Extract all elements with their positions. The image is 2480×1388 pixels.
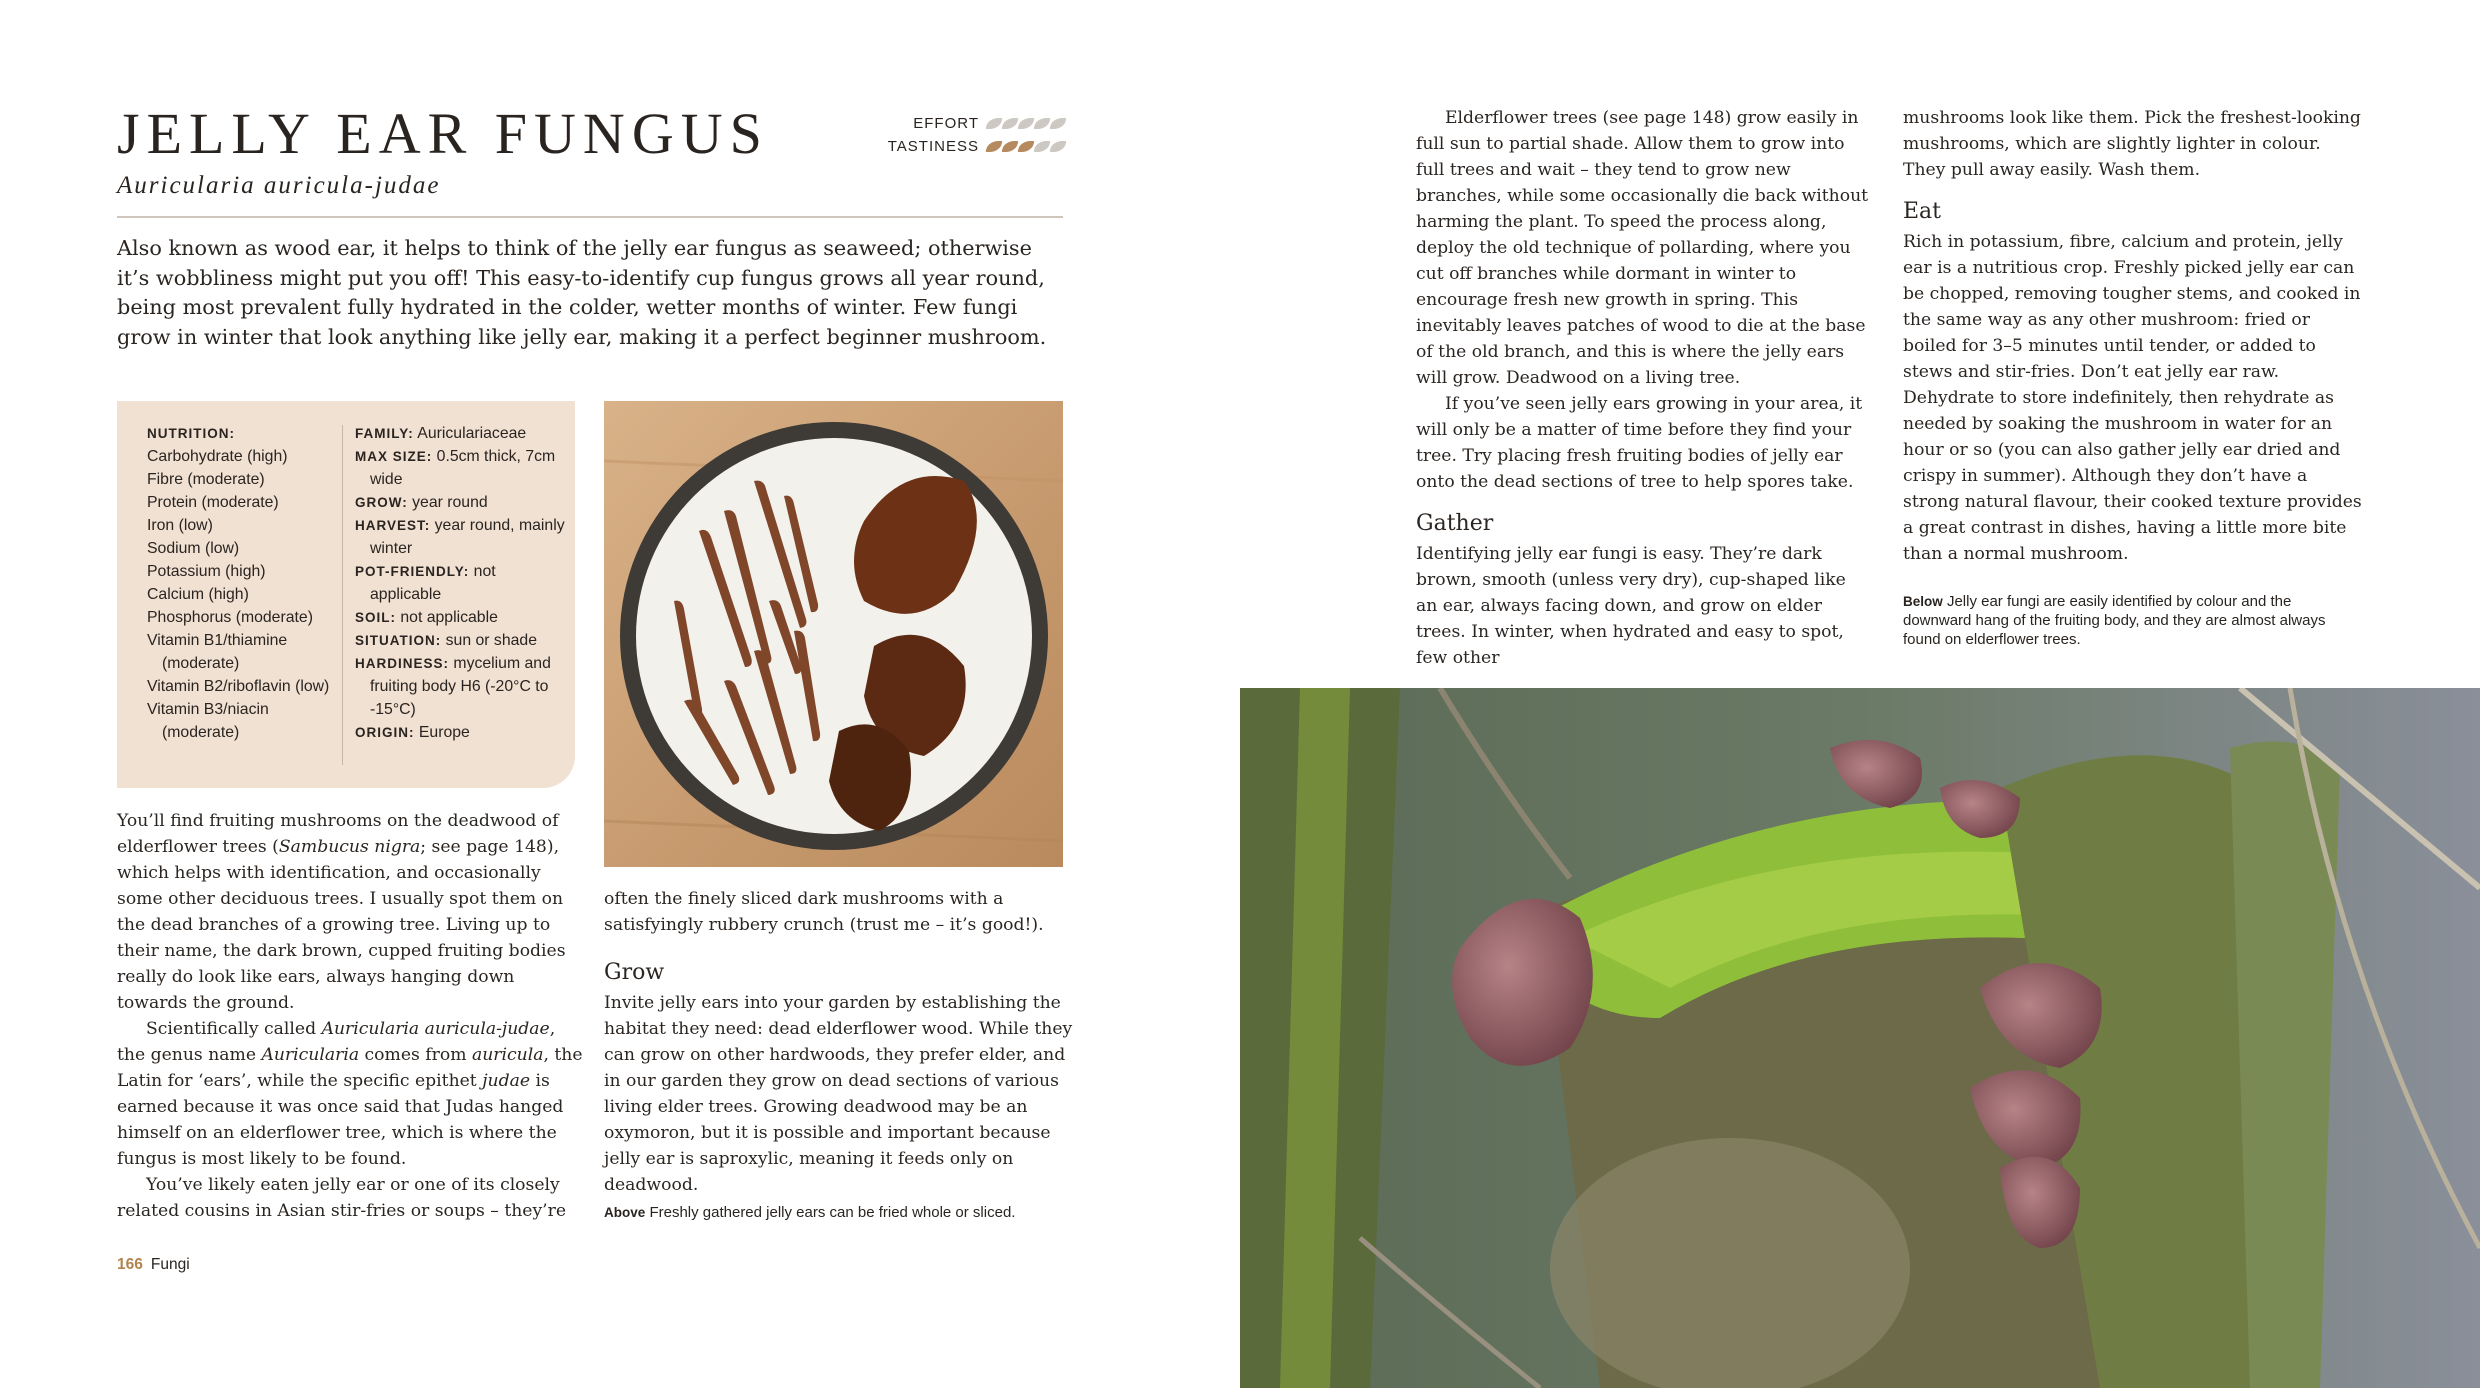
body-column-3	[1416, 105, 1872, 671]
col1-paragraph-3: You’ve likely eaten jelly ear or one of its closely related cousins in Asian stir-fries or soups – they’re	[117, 1175, 567, 1221]
effort-rating	[860, 112, 1065, 135]
nutrition-item: Carbohydrate (high)	[147, 448, 288, 465]
nutrition-item: Fibre (moderate)	[147, 471, 265, 488]
fact-item	[355, 629, 567, 652]
fact-value: sun or shade	[445, 632, 537, 649]
col1-paragraph-2: Scientifically called Auricularia auricula-judae, the genus name Auricularia comes from auricula, the Latin for ‘ears’, while the specific epithet judae is earned because it was once said that Judas hanged himself on an elderflower tree, which is where the fungus is most likely to be found.	[117, 1019, 583, 1169]
leaf-icon	[1050, 141, 1067, 152]
leaf-icon	[1018, 141, 1035, 152]
col3-paragraph-2: If you’ve seen jelly ears growing in your area, it will only be a matter of time before they find your tree. Try placing fresh fruiting bodies of jelly ear onto the dead sections of tree to help spores take.	[1416, 394, 1863, 492]
fact-label: HARVEST:	[355, 518, 431, 533]
fact-value: not applicable	[400, 609, 498, 626]
body-column-2	[604, 886, 1079, 1198]
fact-item	[355, 652, 567, 721]
fact-label: GROW:	[355, 495, 408, 510]
jelly-ear-dish-photo	[604, 401, 1063, 867]
leaf-icon	[1018, 118, 1035, 129]
leaf-icon	[986, 141, 1003, 152]
intro-paragraph: Also known as wood ear, it helps to think of the jelly ear fungus as seaweed; otherwise it’s wobbliness might put you off! This easy-to-identify cup fungus grows all year round, being most prevalent fully hydrated in the colder, wetter months of winter. Few fungi grow in winter that look anything like jelly ear, making it a perfect beginner mushroom.	[117, 236, 1047, 349]
fact-item	[355, 606, 567, 629]
fact-label: SITUATION:	[355, 633, 442, 648]
body-column-4	[1903, 105, 2363, 567]
fact-item	[355, 721, 567, 744]
nutrition-heading: NUTRITION:	[147, 426, 235, 441]
fact-label: SOIL:	[355, 610, 396, 625]
tastiness-label: TASTINESS	[887, 138, 979, 155]
eat-text: Rich in potassium, fibre, calcium and protein, jelly ear is a nutritious crop. Freshly picked jelly ear can be chopped, removing tougher stems, and cooked in the same way as any other mushroom: fried or boiled for 3–5 minutes until tender, or added to stews and stir-fries. Don’t eat jelly ear raw. Dehydrate to store indefinitely, then rehydrate as needed by soaking the mushroom in water for an hour or so (you can also gather jelly ear dried and crispy in summer). Although they don’t have a strong natural flavour, their cooked texture provides a great contrast in dishes, having a little more bite than a normal mushroom.	[1903, 232, 2362, 564]
nutrition-item: Calcium (high)	[147, 586, 249, 603]
tree-caption: Below Jelly ear fungi are easily identified by colour and the downward hang of the fruiting body, and they are almost always found on elderflower trees.	[1903, 593, 2326, 648]
fact-item	[355, 445, 567, 491]
page-title: JELLY EAR FUNGUS	[117, 101, 769, 166]
ratings-box	[860, 112, 1065, 158]
effort-leaf-icons	[987, 118, 1065, 129]
fact-value: Auriculariaceae	[417, 425, 527, 442]
nutrition-item: Vitamin B2/riboflavin (low)	[147, 678, 330, 695]
title-rule	[117, 216, 1063, 218]
fact-value: year round	[412, 494, 488, 511]
leaf-icon	[1034, 118, 1051, 129]
folio	[117, 1256, 190, 1274]
grow-text: Invite jelly ears into your garden by establishing the habitat they need: dead elderflower wood. While they can grow on other hardwoods, they prefer elder, and in our garden they grow on dead sections of various living elder trees. Growing deadwood may be an oxymoron, but it is possible and important because jelly ear is saproxylic, meaning it feeds only on deadwood.	[604, 993, 1073, 1195]
fact-label: MAX SIZE:	[355, 449, 433, 464]
nutrition-item: Vitamin B3/niacin (moderate)	[147, 701, 269, 741]
dish-caption: Above Freshly gathered jelly ears can be fried whole or sliced.	[604, 1204, 1016, 1221]
col3-paragraph-1: Elderflower trees (see page 148) grow easily in full sun to partial shade. Allow them to grow into full trees and wait – they tend to grow new branches, while some occasionally die back without harming the plant. To speed the process along, deploy the old technique of pollarding, where you cut off branches while dormant in winter to encourage fresh new growth in spring. This inevitably leaves patches of wood to die at the base of the old branch, and this is where the jelly ears will grow. Deadwood on a living tree.	[1416, 108, 1869, 388]
tastiness-rating	[860, 135, 1065, 158]
col2-paragraph-1: often the finely sliced dark mushrooms with a satisfyingly rubbery crunch (trust me – it’s good!).	[604, 889, 1044, 935]
leaf-icon	[1002, 118, 1019, 129]
fact-value: mycelium and fruiting body H6 (-20°C to -15°C)	[370, 655, 551, 718]
col4-paragraph-1: mushrooms look like them. Pick the freshest-looking mushrooms, which are slightly lighter in colour. They pull away easily. Wash them.	[1903, 108, 2361, 180]
col1-paragraph-1: You’ll find fruiting mushrooms on the deadwood of elderflower trees (Sambucus nigra; see page 148), which helps with identification, and occasionally some other deciduous trees. I usually spot them on the dead branches of a growing tree. Living up to their name, the dark brown, cupped fruiting bodies really do look like ears, always hanging down towards the ground.	[117, 811, 566, 1013]
effort-label: EFFORT	[913, 115, 979, 132]
fact-value: not applicable	[370, 563, 496, 603]
gather-text: Identifying jelly ear fungi is easy. They’re dark brown, smooth (unless very dry), cup-shaped like an ear, always facing down, and grow on elder trees. In winter, when hydrated and easy to spot, few other	[1416, 544, 1846, 668]
fact-label: FAMILY:	[355, 426, 414, 441]
fact-item	[355, 514, 567, 560]
fact-value: Europe	[418, 724, 470, 741]
nutrition-item: Iron (low)	[147, 517, 213, 534]
fact-value: year round, mainly winter	[370, 517, 565, 557]
nutrition-item: Potassium (high)	[147, 563, 266, 580]
fact-item	[355, 422, 567, 445]
grow-heading: Grow	[604, 960, 665, 985]
gather-heading: Gather	[1416, 511, 1494, 536]
nutrition-item: Vitamin B1/thiamine (moderate)	[147, 632, 288, 672]
nutrition-item: Sodium (low)	[147, 540, 240, 557]
fact-value: 0.5cm thick, 7cm wide	[370, 448, 556, 488]
facts-list	[355, 422, 567, 744]
fact-label: HARDINESS:	[355, 656, 450, 671]
fact-label: POT-FRIENDLY:	[355, 564, 470, 579]
leaf-icon	[1034, 141, 1051, 152]
tastiness-leaf-icons	[987, 141, 1065, 152]
section-name: Fungi	[150, 1256, 190, 1273]
fact-label: ORIGIN:	[355, 725, 415, 740]
eat-heading: Eat	[1903, 199, 1942, 224]
leaf-icon	[1050, 118, 1067, 129]
leaf-icon	[1002, 141, 1019, 152]
nutrition-item: Protein (moderate)	[147, 494, 279, 511]
fact-item	[355, 491, 567, 514]
latin-name: Auricularia auricula-judae	[117, 172, 441, 199]
page-number: 166	[117, 1256, 143, 1273]
nutrition-item: Phosphorus (moderate)	[147, 609, 313, 626]
nutrition-list	[147, 422, 337, 744]
leaf-icon	[986, 118, 1003, 129]
jelly-ear-tree-photo	[1240, 688, 2480, 1388]
fact-panel-divider	[342, 425, 343, 765]
body-column-1	[117, 808, 587, 1224]
fact-item	[355, 560, 567, 606]
